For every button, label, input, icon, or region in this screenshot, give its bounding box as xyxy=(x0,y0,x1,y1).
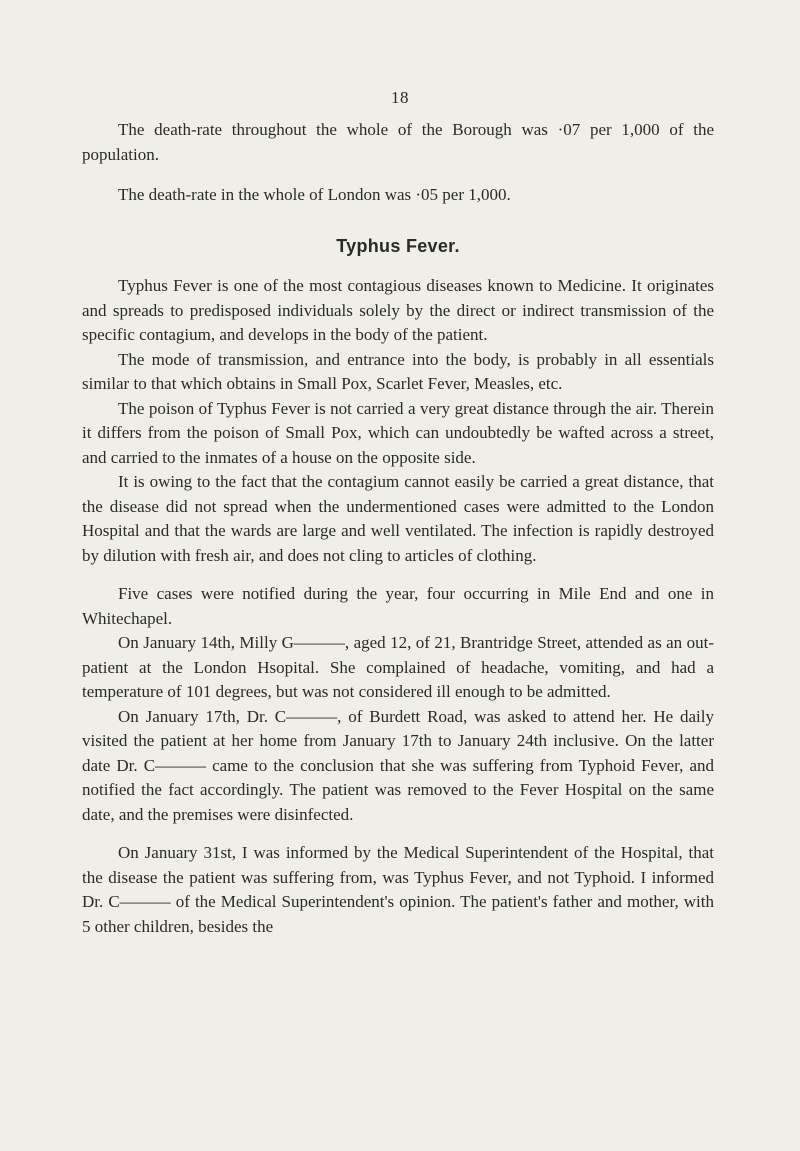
paragraph-london-death-rate: The death-rate in the whole of London was ·05 per 1,000. xyxy=(118,185,511,204)
section-heading: Typhus Fever. xyxy=(336,235,460,256)
paragraph-cases-notified: Five cases were notified during the year, four occurring in Mile End and one in Whitechapel. xyxy=(82,584,714,628)
paragraph-contagious: Typhus Fever is one of the most contagious diseases known to Medicine. It originates and spreads to predisposed individuals solely by the direct or indirect transmission of the specific contagium, and develops in the body of the patient. xyxy=(82,276,714,344)
paragraph-transmission: The mode of transmission, and entrance into the body, is probably in all essentials similar to that which obtains in Small Pox, Scarlet Fever, Measles, etc. xyxy=(82,349,714,393)
paragraph-january-31: On January 31st, I was informed by the Medical Superintendent of the Hospital, that the disease the patient was suffering from, was Typhus Fever, and not Typhoid. I informed Dr. C——— of the Medical Superintendent's opinion. The patient's father and mother, with 5 other children, besides the xyxy=(82,843,714,936)
page-body xyxy=(82,118,714,939)
paragraph-borough-death-rate: The death-rate throughout the whole of the Borough was ·07 per 1,000 of the population. xyxy=(82,120,714,164)
paragraph-january-14: On January 14th, Milly G———, aged 12, of 21, Brantridge Street, attended as an out-patient at the London Hsopital. She complained of headache, vomiting, and had a temperature of 101 degrees, but was not considered ill enough to be admitted. xyxy=(82,633,714,701)
paragraph-contagium-distance: It is owing to the fact that the contagium cannot easily be carried a great distance, that the disease did not spread when the undermentioned cases were admitted to the London Hospital and that the wards are large and well ventilated. The infection is rapidly destroyed by dilution with fresh air, and does not cling to articles of clothing. xyxy=(82,472,714,565)
paragraph-poison: The poison of Typhus Fever is not carried a very great distance through the air. Therein it differs from the poison of Small Pox, which can undoubtedly be wafted across a street, and carried to the inmates of a house on the opposite side. xyxy=(82,398,714,467)
page-number: 18 xyxy=(391,88,409,107)
paragraph-january-17: On January 17th, Dr. C———, of Burdett Road, was asked to attend her. He daily visited the patient at her home from January 17th to January 24th inclusive. On the latter date Dr. C——— came to the conclusion that she was suffering from Typhoid Fever, and notified the fact accordingly. The patient was removed to the Fever Hospital on the same date, and the premises were disinfected. xyxy=(82,706,714,824)
